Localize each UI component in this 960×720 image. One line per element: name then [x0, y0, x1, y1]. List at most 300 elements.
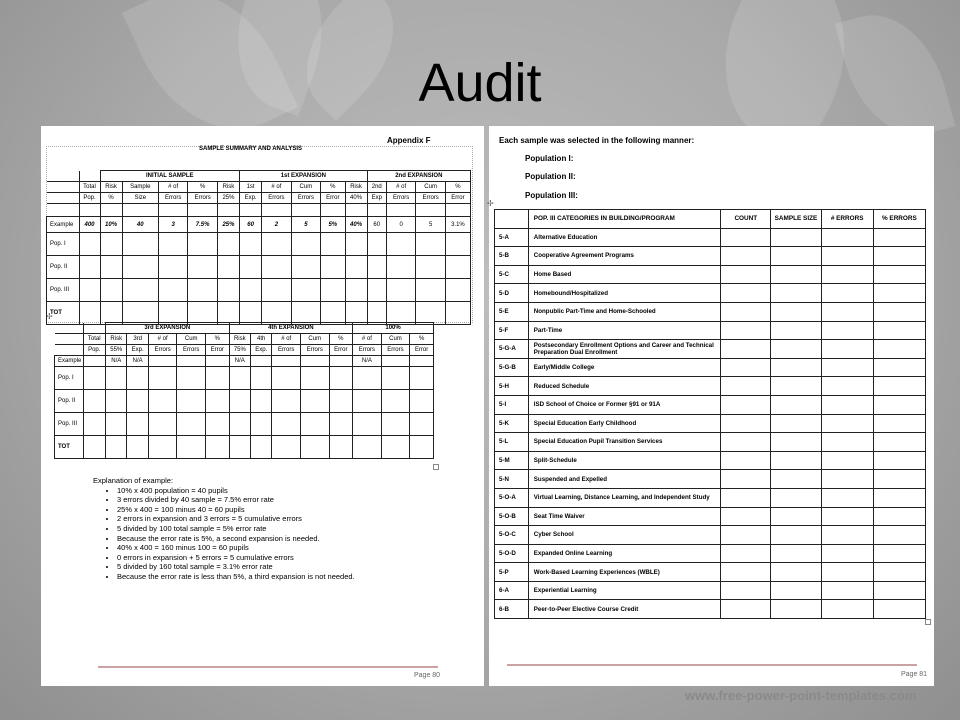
category-name: ISD School of Choice or Former §91 or 91A [528, 395, 720, 414]
empty-cell [721, 544, 771, 563]
table-row [495, 488, 926, 507]
population-label: Population II: [525, 172, 576, 181]
table-row [495, 340, 926, 359]
category-name: Cooperative Agreement Programs [528, 247, 720, 266]
list-item: • 25% x 400 = 100 minus 40 = 60 pupils [117, 505, 355, 515]
empty-cell [771, 526, 821, 545]
table-row [495, 470, 926, 489]
empty-cell [873, 340, 925, 359]
empty-cell [873, 470, 925, 489]
empty-cell [721, 228, 771, 247]
empty-cell [721, 358, 771, 377]
category-name: Homebound/Hospitalized [528, 284, 720, 303]
column-header: COUNT [721, 210, 771, 229]
empty-cell [821, 433, 873, 452]
column-header: Errors [300, 345, 329, 356]
category-name: Experiential Learning [528, 581, 720, 600]
column-header: # of [148, 334, 177, 345]
category-name: Early/Middle College [528, 358, 720, 377]
empty-cell [821, 321, 873, 340]
empty-cell [873, 563, 925, 582]
example-value: 60 [240, 217, 262, 233]
example-value: 60 [367, 217, 386, 233]
row-label: TOT [55, 436, 84, 459]
appendix-label: Appendix F [387, 136, 431, 145]
column-header: % [321, 182, 345, 193]
column-header: Pop. [83, 345, 106, 356]
column-header: Size [122, 193, 158, 204]
column-header: Risk [100, 182, 122, 193]
example-value: 5 [416, 217, 445, 233]
empty-cell [771, 321, 821, 340]
category-code: 5-B [495, 247, 529, 266]
empty-cell [821, 600, 873, 619]
column-header: # of [272, 334, 301, 345]
row-label: TOT [47, 302, 80, 325]
table-row [495, 526, 926, 545]
category-code: 5-O-D [495, 544, 529, 563]
list-item: • 40% x 400 = 160 minus 100 = 60 pupils [117, 543, 355, 553]
column-header: 2nd [367, 182, 386, 193]
column-header: Cum [381, 334, 410, 345]
empty-cell [55, 323, 84, 334]
table-row [495, 284, 926, 303]
empty-cell [47, 171, 80, 182]
watermark-url: www.free-power-point-templates.com [685, 688, 917, 703]
empty-cell [873, 284, 925, 303]
table-row [55, 367, 434, 390]
column-header: Cum [291, 182, 320, 193]
category-code: 5-C [495, 265, 529, 284]
population-label: Population I: [525, 154, 574, 163]
column-header: Errors [177, 345, 206, 356]
footer-divider [507, 664, 917, 666]
example-value [329, 356, 353, 367]
column-header: Error [445, 193, 470, 204]
example-value: 0 [386, 217, 415, 233]
table-row [47, 233, 471, 256]
empty-cell [873, 247, 925, 266]
empty-cell [721, 470, 771, 489]
table-row [495, 321, 926, 340]
table-title: SAMPLE SUMMARY AND ANALYSIS [199, 146, 303, 152]
group-header: 1st EXPANSION [240, 171, 368, 182]
example-value: 40 [122, 217, 158, 233]
row-label: Pop. I [47, 233, 80, 256]
column-header: 4th [251, 334, 272, 345]
column-header: # ERRORS [821, 210, 873, 229]
empty-cell [821, 284, 873, 303]
column-header: 75% [229, 345, 250, 356]
empty-cell [721, 507, 771, 526]
column-header: Total [79, 182, 100, 193]
category-name: Split-Schedule [528, 451, 720, 470]
category-code: 5-H [495, 377, 529, 396]
categories-table [494, 209, 926, 619]
row-label: Example [47, 217, 80, 233]
table-row [495, 581, 926, 600]
column-header: Risk [217, 182, 239, 193]
empty-cell [771, 377, 821, 396]
empty-cell [771, 340, 821, 359]
example-value: 5% [321, 217, 345, 233]
column-header: % [410, 334, 434, 345]
example-value: 7.5% [188, 217, 217, 233]
empty-cell [55, 334, 84, 345]
empty-cell [771, 600, 821, 619]
group-header: 3rd EXPANSION [106, 323, 230, 334]
empty-cell [55, 345, 84, 356]
example-value: 2 [262, 217, 291, 233]
column-header: POP. III CATEGORIES IN BUILDING/PROGRAM [528, 210, 720, 229]
right-document-page [489, 126, 934, 686]
empty-cell [873, 451, 925, 470]
empty-cell [821, 488, 873, 507]
empty-cell [821, 247, 873, 266]
column-header: # of [386, 182, 415, 193]
empty-cell [873, 265, 925, 284]
column-header: # of [262, 182, 291, 193]
empty-cell [771, 544, 821, 563]
example-value: N/A [229, 356, 250, 367]
category-code: 5-E [495, 302, 529, 321]
column-header: 1st [240, 182, 262, 193]
category-code: 6-A [495, 581, 529, 600]
empty-cell [771, 433, 821, 452]
table-row [495, 377, 926, 396]
empty-cell [721, 395, 771, 414]
category-code: 5-O-B [495, 507, 529, 526]
category-code: 5-I [495, 395, 529, 414]
category-name: Home Based [528, 265, 720, 284]
table-row [495, 414, 926, 433]
empty-cell [873, 581, 925, 600]
empty-cell [771, 284, 821, 303]
empty-cell [821, 302, 873, 321]
empty-cell [821, 358, 873, 377]
example-value: N/A [353, 356, 382, 367]
empty-cell [771, 414, 821, 433]
empty-cell [821, 377, 873, 396]
empty-cell [721, 340, 771, 359]
list-item: • 2 errors in expansion and 3 errors = 5 cumulative errors [117, 514, 355, 524]
table-row [495, 302, 926, 321]
resize-handle-icon[interactable] [925, 619, 931, 625]
table-row [47, 279, 471, 302]
column-header: % [329, 334, 353, 345]
category-name: Special Education Early Childhood [528, 414, 720, 433]
category-name: Virtual Learning, Distance Learning, and Independent Study [528, 488, 720, 507]
example-value [381, 356, 410, 367]
category-code: 5-N [495, 470, 529, 489]
column-header: 40% [345, 193, 367, 204]
category-code: 5-O-C [495, 526, 529, 545]
resize-handle-icon[interactable] [433, 464, 439, 470]
example-value [205, 356, 229, 367]
column-header: Exp. [240, 193, 262, 204]
row-label: Pop. III [47, 279, 80, 302]
example-value: 10% [100, 217, 122, 233]
table-row [47, 256, 471, 279]
explanation-list [93, 486, 355, 582]
column-header: Errors [386, 193, 415, 204]
column-header: Errors [291, 193, 320, 204]
empty-cell [721, 302, 771, 321]
empty-cell [771, 265, 821, 284]
category-code: 5-L [495, 433, 529, 452]
empty-cell [771, 247, 821, 266]
group-header: INITIAL SAMPLE [100, 171, 240, 182]
column-header: Total [83, 334, 106, 345]
list-item: • 10% x 400 population = 40 pupils [117, 486, 355, 496]
empty-cell [873, 433, 925, 452]
empty-cell [721, 414, 771, 433]
slide-title: Audit [418, 53, 542, 113]
column-header: Errors [262, 193, 291, 204]
category-name: Work-Based Learning Experiences (WBLE) [528, 563, 720, 582]
table-row [495, 507, 926, 526]
example-value [83, 356, 106, 367]
column-header: Exp. [127, 345, 148, 356]
example-value [272, 356, 301, 367]
intro-text: Each sample was selected in the following manner: [499, 136, 695, 145]
table-row [495, 563, 926, 582]
empty-cell [821, 526, 873, 545]
empty-cell [79, 171, 100, 182]
category-code: 5-G-B [495, 358, 529, 377]
empty-cell [821, 414, 873, 433]
category-code: 5-D [495, 284, 529, 303]
column-header: Errors [272, 345, 301, 356]
category-code: 6-B [495, 600, 529, 619]
category-code: 5-M [495, 451, 529, 470]
left-document-page [41, 126, 484, 686]
column-header: Risk [106, 334, 127, 345]
column-header: Error [329, 345, 353, 356]
empty-cell [721, 247, 771, 266]
example-value: 3 [158, 217, 187, 233]
list-item: • Because the error rate is less than 5%, a third expansion is not needed. [117, 572, 355, 582]
column-header: Errors [353, 345, 382, 356]
empty-cell [83, 323, 106, 334]
table-row [495, 451, 926, 470]
column-header: Errors [416, 193, 445, 204]
empty-cell [771, 488, 821, 507]
example-value [177, 356, 206, 367]
empty-cell [721, 321, 771, 340]
empty-cell [873, 377, 925, 396]
move-handle-icon[interactable]: ✢ [487, 199, 494, 208]
empty-cell [721, 526, 771, 545]
empty-cell [821, 563, 873, 582]
move-handle-icon[interactable]: ✢ [46, 312, 53, 321]
column-header: Errors [148, 345, 177, 356]
row-label: Pop. II [55, 390, 84, 413]
empty-cell [771, 581, 821, 600]
category-name: Expanded Online Learning [528, 544, 720, 563]
example-value: 5 [291, 217, 320, 233]
category-code: 5-G-A [495, 340, 529, 359]
column-header: # of [158, 182, 187, 193]
empty-cell [873, 358, 925, 377]
explanation-block [93, 476, 355, 582]
group-header: 2nd EXPANSION [367, 171, 470, 182]
group-header: 100% [353, 323, 434, 334]
empty-cell [873, 507, 925, 526]
empty-cell [771, 470, 821, 489]
column-header: Risk [345, 182, 367, 193]
empty-cell [821, 544, 873, 563]
category-name: Peer-to-Peer Elective Course Credit [528, 600, 720, 619]
table-row [55, 413, 434, 436]
example-value: N/A [106, 356, 127, 367]
column-header: % [205, 334, 229, 345]
column-header: Errors [158, 193, 187, 204]
empty-cell [771, 563, 821, 582]
empty-cell [771, 451, 821, 470]
table-row [55, 390, 434, 413]
column-header: Cum [300, 334, 329, 345]
column-header [495, 210, 529, 229]
category-name: Suspended and Expelled [528, 470, 720, 489]
example-value: 40% [345, 217, 367, 233]
table-row [495, 395, 926, 414]
empty-cell [721, 600, 771, 619]
example-value: N/A [127, 356, 148, 367]
empty-cell [721, 581, 771, 600]
empty-cell [721, 488, 771, 507]
column-header: Risk [229, 334, 250, 345]
category-code: 5-K [495, 414, 529, 433]
column-header: Sample [122, 182, 158, 193]
example-value [251, 356, 272, 367]
example-value: 3.1% [445, 217, 470, 233]
category-name: Seat Time Waiver [528, 507, 720, 526]
empty-cell [47, 193, 80, 204]
category-code: 5-A [495, 228, 529, 247]
empty-cell [771, 228, 821, 247]
column-header: SAMPLE SIZE [771, 210, 821, 229]
empty-cell [821, 265, 873, 284]
table-row [495, 358, 926, 377]
example-value: 400 [79, 217, 100, 233]
column-header: 3rd [127, 334, 148, 345]
expansion-table [54, 322, 434, 459]
category-name: Special Education Pupil Transition Services [528, 433, 720, 452]
empty-cell [873, 526, 925, 545]
column-header: Errors [188, 193, 217, 204]
list-item: • Because the error rate is 5%, a second expansion is needed. [117, 534, 355, 544]
column-header: Exp [367, 193, 386, 204]
empty-cell [821, 470, 873, 489]
sample-summary-table [46, 170, 471, 325]
empty-cell [47, 182, 80, 193]
category-code: 5-P [495, 563, 529, 582]
empty-cell [873, 302, 925, 321]
empty-cell [821, 581, 873, 600]
category-code: 5-F [495, 321, 529, 340]
column-header: 55% [106, 345, 127, 356]
example-value [410, 356, 434, 367]
empty-cell [821, 228, 873, 247]
empty-cell [771, 302, 821, 321]
column-header: Errors [381, 345, 410, 356]
category-name: Reduced Schedule [528, 377, 720, 396]
example-value [148, 356, 177, 367]
empty-cell [821, 451, 873, 470]
example-value [300, 356, 329, 367]
empty-cell [721, 284, 771, 303]
category-name: Nonpublic Part-Time and Home-Schooled [528, 302, 720, 321]
row-label: Pop. I [55, 367, 84, 390]
column-header: # of [353, 334, 382, 345]
table-row [495, 600, 926, 619]
column-header: Error [410, 345, 434, 356]
empty-cell [771, 507, 821, 526]
column-header: Pop. [79, 193, 100, 204]
footer-divider [98, 666, 438, 668]
empty-cell [873, 600, 925, 619]
table-row [495, 228, 926, 247]
column-header: Cum [177, 334, 206, 345]
empty-cell [821, 507, 873, 526]
empty-cell [721, 563, 771, 582]
category-name: Alternative Education [528, 228, 720, 247]
row-label: Pop. II [47, 256, 80, 279]
table-row [495, 433, 926, 452]
column-header: Error [205, 345, 229, 356]
empty-cell [47, 204, 80, 217]
empty-cell [771, 358, 821, 377]
empty-cell [721, 265, 771, 284]
column-header: 25% [217, 193, 239, 204]
empty-cell [873, 488, 925, 507]
empty-cell [771, 395, 821, 414]
empty-cell [873, 228, 925, 247]
page-number: Page 81 [901, 671, 928, 678]
empty-cell [721, 377, 771, 396]
empty-cell [873, 544, 925, 563]
table-row [55, 436, 434, 459]
category-name: Postsecondary Enrollment Options and Career and Technical Preparation Dual Enrollment [528, 340, 720, 359]
table-row [495, 265, 926, 284]
example-value: 25% [217, 217, 239, 233]
column-header: Error [321, 193, 345, 204]
empty-cell [721, 433, 771, 452]
column-header: % [188, 182, 217, 193]
row-label: Example [55, 356, 84, 367]
empty-cell [873, 321, 925, 340]
empty-cell [873, 395, 925, 414]
empty-cell [721, 451, 771, 470]
column-header: % [100, 193, 122, 204]
group-header: 4th EXPANSION [229, 323, 353, 334]
column-header: % [445, 182, 470, 193]
empty-cell [873, 414, 925, 433]
page-number: Page 80 [414, 672, 441, 679]
list-item: • 5 divided by 100 total sample = 5% error rate [117, 524, 355, 534]
category-name: Cyber School [528, 526, 720, 545]
list-item: • 0 errors in expansion + 5 errors = 5 cumulative errors [117, 553, 355, 563]
column-header: % ERRORS [873, 210, 925, 229]
category-name: Part-Time [528, 321, 720, 340]
empty-cell [821, 395, 873, 414]
empty-cell [821, 340, 873, 359]
explanation-title: Explanation of example: [93, 476, 174, 485]
list-item: • 5 divided by 160 total sample = 3.1% error rate [117, 562, 355, 572]
list-item: • 3 errors divided by 40 sample = 7.5% error rate [117, 495, 355, 505]
table-row [495, 247, 926, 266]
